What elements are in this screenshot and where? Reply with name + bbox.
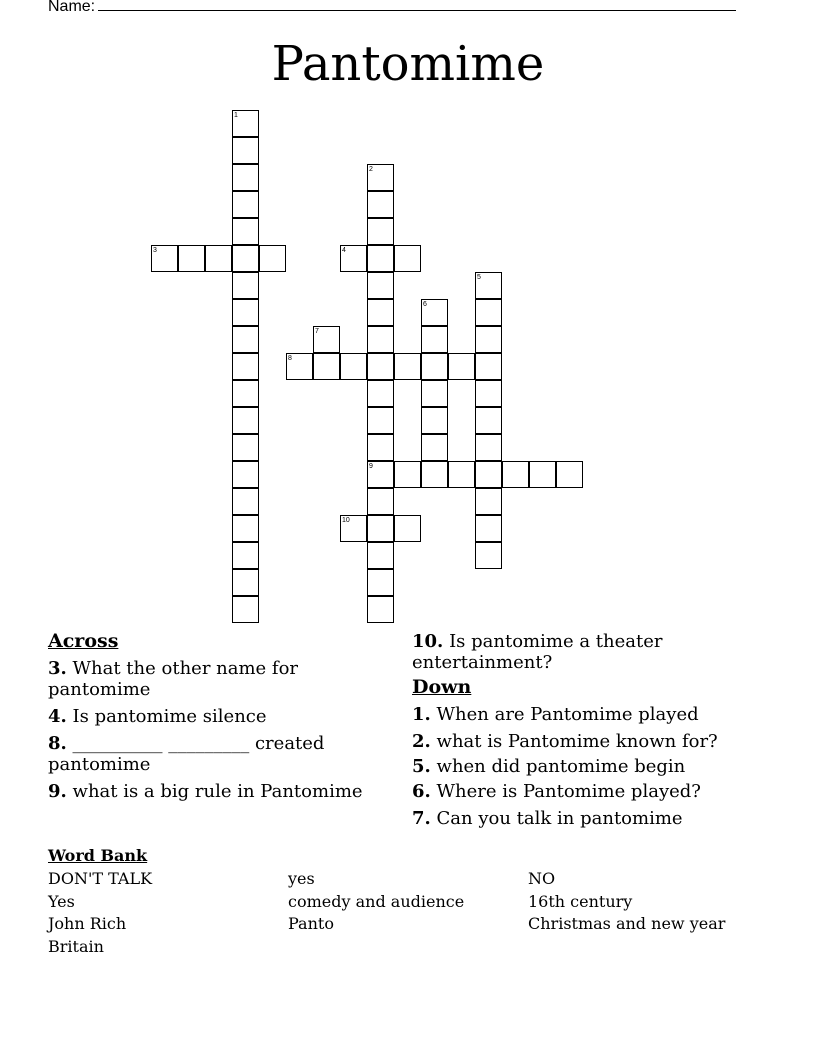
grid-cell[interactable] <box>475 407 502 434</box>
word-bank-column-3 <box>528 868 725 936</box>
across-heading: Across <box>48 630 119 652</box>
grid-cell[interactable] <box>232 326 259 353</box>
clue-text: What the other name for pantomime <box>48 658 299 700</box>
grid-cell[interactable] <box>367 407 394 434</box>
clue-number: 9. <box>48 781 67 802</box>
grid-cell[interactable] <box>232 434 259 461</box>
grid-cell[interactable] <box>475 515 502 542</box>
word-bank-item: Panto <box>288 914 334 933</box>
clue-text: Is pantomime silence <box>72 706 267 727</box>
grid-cell[interactable] <box>475 353 502 380</box>
clue-number: 2. <box>412 731 431 752</box>
clue-number: 10. <box>412 631 444 652</box>
clue-number-label: 4 <box>342 247 346 254</box>
grid-cell[interactable] <box>232 353 259 380</box>
grid-cell[interactable] <box>232 542 259 569</box>
grid-cell[interactable] <box>232 569 259 596</box>
grid-cell[interactable] <box>232 245 259 272</box>
grid-cell[interactable] <box>232 380 259 407</box>
word-bank-item: John Rich <box>48 914 127 933</box>
grid-cell[interactable] <box>367 596 394 623</box>
word-bank-item: DON'T TALK <box>48 869 153 888</box>
grid-cell[interactable] <box>367 380 394 407</box>
page-title: Pantomime <box>271 36 545 92</box>
grid-cell[interactable] <box>529 461 556 488</box>
clues-right-column <box>412 631 752 829</box>
grid-cell[interactable] <box>232 299 259 326</box>
across-clue-4 <box>48 706 378 727</box>
clue-text: Where is Pantomime played? <box>436 781 701 802</box>
grid-cell[interactable] <box>232 191 259 218</box>
clue-text: what is Pantomime known for? <box>436 731 718 752</box>
down-clue-2 <box>412 731 752 752</box>
clue-text: Is pantomime a theater entertainment? <box>412 631 663 673</box>
clue-number-label: 8 <box>288 355 292 362</box>
grid-cell[interactable] <box>394 245 421 272</box>
grid-cell[interactable] <box>367 353 394 380</box>
grid-cell[interactable] <box>475 461 502 488</box>
grid-cell[interactable] <box>232 596 259 623</box>
grid-cell[interactable] <box>394 353 421 380</box>
name-underline[interactable] <box>98 0 736 11</box>
grid-cell[interactable] <box>367 488 394 515</box>
word-bank-item: 16th century <box>528 891 633 911</box>
word-bank-title: Word Bank <box>48 846 148 865</box>
grid-cell[interactable] <box>367 245 394 272</box>
grid-cell[interactable] <box>421 434 448 461</box>
grid-cell[interactable] <box>232 164 259 191</box>
word-bank-item: Yes <box>48 891 75 911</box>
grid-cell[interactable] <box>394 515 421 542</box>
word-bank-item: Christmas and new year <box>528 914 726 933</box>
grid-cell[interactable] <box>232 461 259 488</box>
grid-cell[interactable] <box>475 488 502 515</box>
grid-cell[interactable] <box>340 353 367 380</box>
grid-cell[interactable] <box>394 461 421 488</box>
grid-cell[interactable] <box>475 542 502 569</box>
word-bank-item: yes <box>288 869 315 888</box>
clue-number: 6. <box>412 781 431 802</box>
grid-cell[interactable] <box>475 380 502 407</box>
grid-cell[interactable] <box>367 299 394 326</box>
grid-cell[interactable] <box>421 326 448 353</box>
grid-cell[interactable] <box>421 380 448 407</box>
grid-cell[interactable] <box>421 461 448 488</box>
clue-number-label: 5 <box>477 274 481 281</box>
grid-cell[interactable] <box>232 407 259 434</box>
clue-number: 8. <box>48 733 67 754</box>
grid-cell[interactable] <box>367 569 394 596</box>
grid-cell[interactable] <box>421 407 448 434</box>
down-clue-7 <box>412 808 752 829</box>
name-field[interactable] <box>48 0 736 16</box>
clue-text: Can you talk in pantomime <box>436 808 683 829</box>
word-bank-column-1 <box>48 868 152 958</box>
across-clue-9 <box>48 781 378 802</box>
grid-cell[interactable] <box>205 245 232 272</box>
word-bank-item: NO <box>528 869 556 888</box>
grid-cell[interactable] <box>367 434 394 461</box>
grid-cell[interactable] <box>232 515 259 542</box>
grid-cell[interactable] <box>556 461 583 488</box>
grid-cell[interactable] <box>367 515 394 542</box>
clue-number-label: 9 <box>369 463 373 470</box>
word-bank-item: Britain <box>48 936 104 956</box>
clue-number-label: 10 <box>342 517 350 524</box>
grid-cell[interactable] <box>232 218 259 245</box>
clue-number-label: 6 <box>423 301 427 308</box>
grid-cell[interactable] <box>421 353 448 380</box>
clue-text: __________ _________ created pantomime <box>48 733 325 775</box>
across-clue-10 <box>412 631 752 673</box>
down-clue-5 <box>412 756 752 777</box>
grid-cell[interactable] <box>502 461 529 488</box>
clue-number-label: 7 <box>315 328 319 335</box>
grid-cell[interactable] <box>367 191 394 218</box>
clue-number: 4. <box>48 706 67 727</box>
clue-number: 5. <box>412 756 431 777</box>
down-clue-1 <box>412 704 752 725</box>
grid-cell[interactable] <box>313 353 340 380</box>
grid-cell[interactable] <box>367 272 394 299</box>
name-label: Name: <box>48 0 96 15</box>
clue-number-label: 2 <box>369 166 373 173</box>
grid-cell[interactable] <box>448 353 475 380</box>
grid-cell[interactable] <box>475 434 502 461</box>
clue-text: what is a big rule in Pantomime <box>72 781 363 802</box>
grid-cell[interactable] <box>259 245 286 272</box>
grid-cell[interactable] <box>475 299 502 326</box>
clues-left-column <box>48 631 378 802</box>
clue-text: when did pantomime begin <box>436 756 686 777</box>
clue-number: 1. <box>412 704 431 725</box>
across-clue-3 <box>48 658 378 700</box>
grid-cell[interactable] <box>178 245 205 272</box>
clue-number-label: 3 <box>153 247 157 254</box>
clue-number: 7. <box>412 808 431 829</box>
grid-cell[interactable] <box>367 218 394 245</box>
across-clue-8 <box>48 733 378 775</box>
grid-cell[interactable] <box>232 488 259 515</box>
grid-cell[interactable] <box>448 461 475 488</box>
grid-cell[interactable] <box>232 272 259 299</box>
down-heading: Down <box>412 676 472 698</box>
word-bank-column-2 <box>288 868 464 936</box>
clue-number: 3. <box>48 658 67 679</box>
grid-cell[interactable] <box>475 326 502 353</box>
grid-cell[interactable] <box>367 542 394 569</box>
clue-number-label: 1 <box>234 112 238 119</box>
clue-text: When are Pantomime played <box>436 704 699 725</box>
grid-cell[interactable] <box>232 137 259 164</box>
grid-cell[interactable] <box>367 326 394 353</box>
down-clue-6 <box>412 781 752 802</box>
word-bank-item: comedy and audience <box>288 891 465 911</box>
